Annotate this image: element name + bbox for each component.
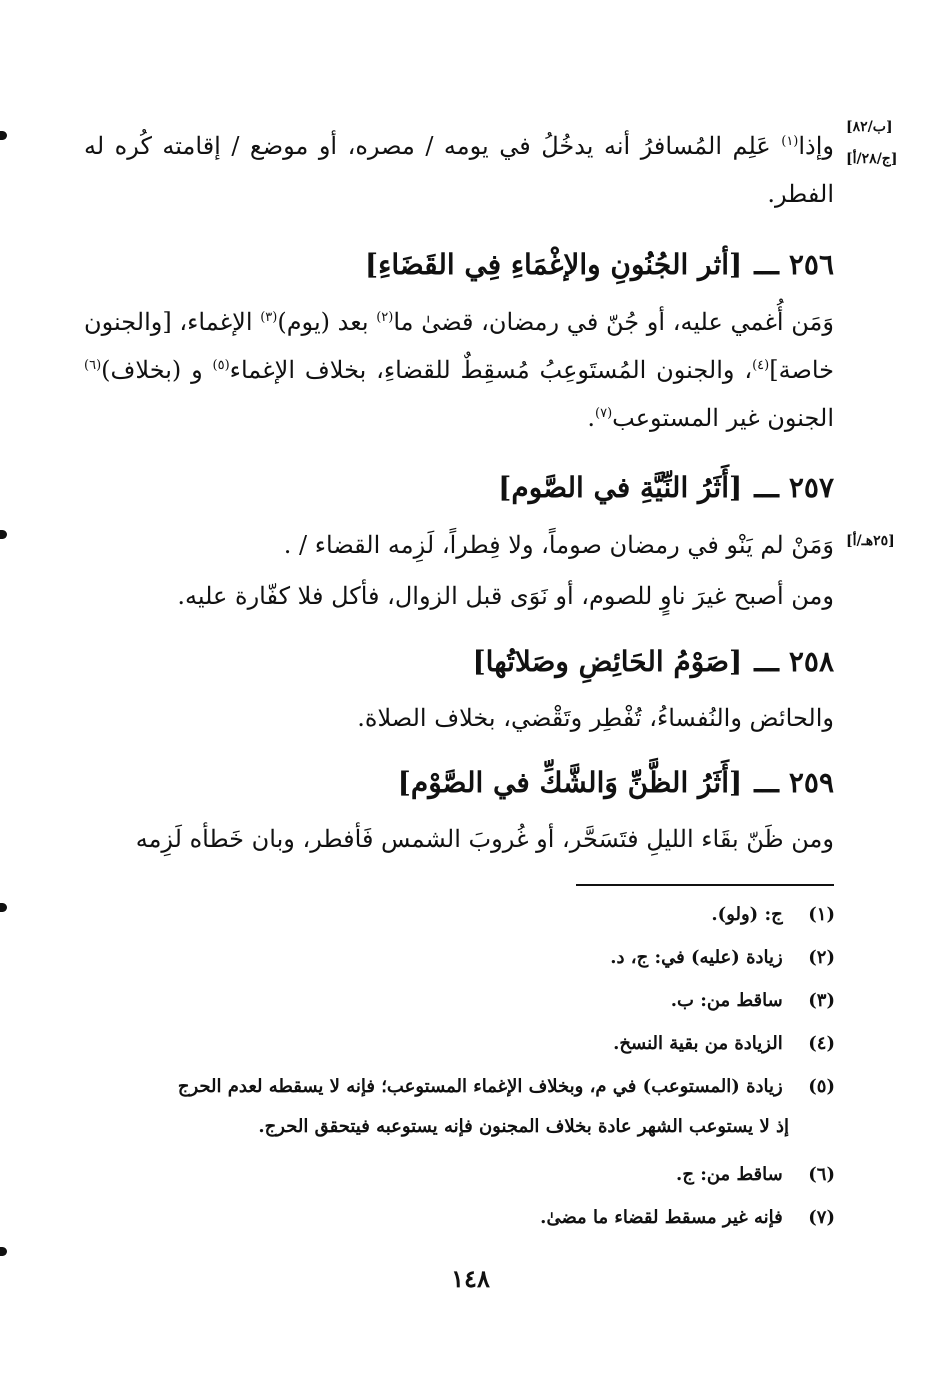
footnote-marker: (٤) [752, 358, 770, 373]
footnote [84, 1196, 835, 1240]
footnote-text: زيادة (المستوعب) في م، وبخلاف الإغماء المستوعب؛ فإنه لا يسقطه لعدم الحرج [177, 1076, 783, 1097]
text-run: وإذا [798, 132, 834, 160]
text-run: الجنون غير المستوعب [612, 404, 834, 432]
footnote-text: الزيادة من بقية النسخ. [613, 1033, 783, 1054]
section-259-paragraph: ومن ظَنّ بقَاء الليلِ فتَسَحَّر، أو غُروبَ الشمس فَأفطر، وبان خَطأه لَزِمه [135, 825, 834, 853]
footnote-number: (٧) [808, 1207, 835, 1228]
footnote-marker: (٣) [260, 310, 278, 325]
footnote-marker: (١) [781, 134, 799, 149]
footnote-number: (٦) [808, 1164, 835, 1185]
margin-note-ref: [٢٥هـ/أ] [846, 533, 895, 549]
edge-mark [0, 903, 7, 912]
footnote-text: ج: (ولو). [711, 904, 783, 925]
section-title: [أَثَرُ النِّيَّةِ في الصَّوم] [498, 471, 743, 504]
footnote [84, 1065, 835, 1149]
margin-note-ref: [ج/٢٨/أ] [846, 151, 898, 167]
section-258-paragraph: والحائض والنُفساءُ، تُفْطِر وتَقْضي، بخلاف الصلاة. [357, 704, 834, 732]
footnote-marker: (٧) [595, 406, 613, 421]
section-title: [صَوْمُ الحَائِضِ وصَلاتُها] [472, 645, 743, 678]
text-run: الإغماء، [والجنون خاصة] [84, 308, 834, 384]
intro-paragraph [84, 122, 834, 218]
margin-note-ref: [ب/٨٢] [846, 119, 893, 135]
footnote-marker: (٦) [84, 358, 102, 373]
section-dash: ـــ [754, 766, 779, 799]
footnote-number: (٤) [808, 1033, 835, 1054]
edge-mark [0, 1247, 7, 1256]
text-run: عَلِم المُسافرُ أنه يدخُلُ في يومه / مصره، أو موضع / إقامته كُره له الفطر. [84, 132, 834, 208]
section-title: [أَثَرُ الظَّنِّ وَالشَّكِّ في الصَّوْم] [397, 766, 743, 799]
footnote [84, 979, 835, 1023]
section-dash: ـــ [754, 645, 779, 678]
section-heading-259 [84, 758, 834, 808]
section-number: ٢٥٩ [788, 766, 834, 799]
footnote-separator [576, 884, 834, 886]
section-number: ٢٥٦ [788, 248, 834, 281]
footnote-text: فإنه غير مسقط لقضاء ما مضىٰ. [540, 1207, 783, 1228]
footnote-number: (٣) [808, 990, 835, 1011]
footnote [84, 1022, 835, 1066]
section-257-paragraph-1: وَمَنْ لم يَنْو في رمضان صوماً، ولا فِطراً، لَزِمه القضاء / . [283, 531, 834, 559]
section-dash: ـــ [754, 471, 779, 504]
page-number: ١٤٨ [451, 1264, 490, 1293]
section-256-paragraph [84, 298, 834, 442]
section-heading-257 [84, 463, 834, 513]
footnote-number: (٥) [808, 1076, 835, 1097]
footnote-marker: (٥) [212, 358, 230, 373]
footnote-number: (٢) [808, 947, 835, 968]
section-heading-256 [84, 240, 834, 290]
text-run: . [587, 404, 596, 432]
edge-mark [0, 530, 7, 539]
footnote-text: ساقط من: ج. [676, 1164, 783, 1185]
section-number: ٢٥٧ [788, 471, 834, 504]
footnote [84, 1153, 835, 1197]
footnote-number: (١) [808, 904, 835, 925]
footnote-text: زيادة (عليه) في: ج، د. [610, 947, 783, 968]
section-257-paragraph-2: ومن أصبح غيرَ ناوٍ للصوم، أو نَوَى قبل الزوال، فأكل فلا كفّارة عليه. [177, 582, 834, 610]
footnote [84, 936, 835, 980]
footnote-text: ساقط من: ب. [670, 990, 783, 1011]
section-dash: ـــ [754, 248, 779, 281]
section-number: ٢٥٨ [788, 645, 834, 678]
footnote [84, 893, 835, 937]
footnote-marker: (٢) [376, 310, 394, 325]
section-title: [أثر الجُنُونِ والإغْمَاءِ فِي القَضَاءِ] [364, 248, 743, 281]
footnote-continuation: إذ لا يستوعب الشهر عادة بخلاف المجنون فإنه يستوعبه فيتحقق الحرج. [258, 1116, 789, 1137]
text-run: بعد (يوم) [277, 308, 377, 336]
text-run: وَمَن أُغمي عليه، أو جُنّ في رمضان، قضىٰ ما [393, 308, 834, 336]
edge-mark [0, 131, 7, 140]
text-run: و (بخلاف) [101, 356, 213, 384]
section-heading-258 [84, 637, 834, 687]
text-run: ، والجنون المُستَوعِبُ مُسقِطٌ للقضاءِ، بخلاف الإغماء [229, 356, 753, 384]
